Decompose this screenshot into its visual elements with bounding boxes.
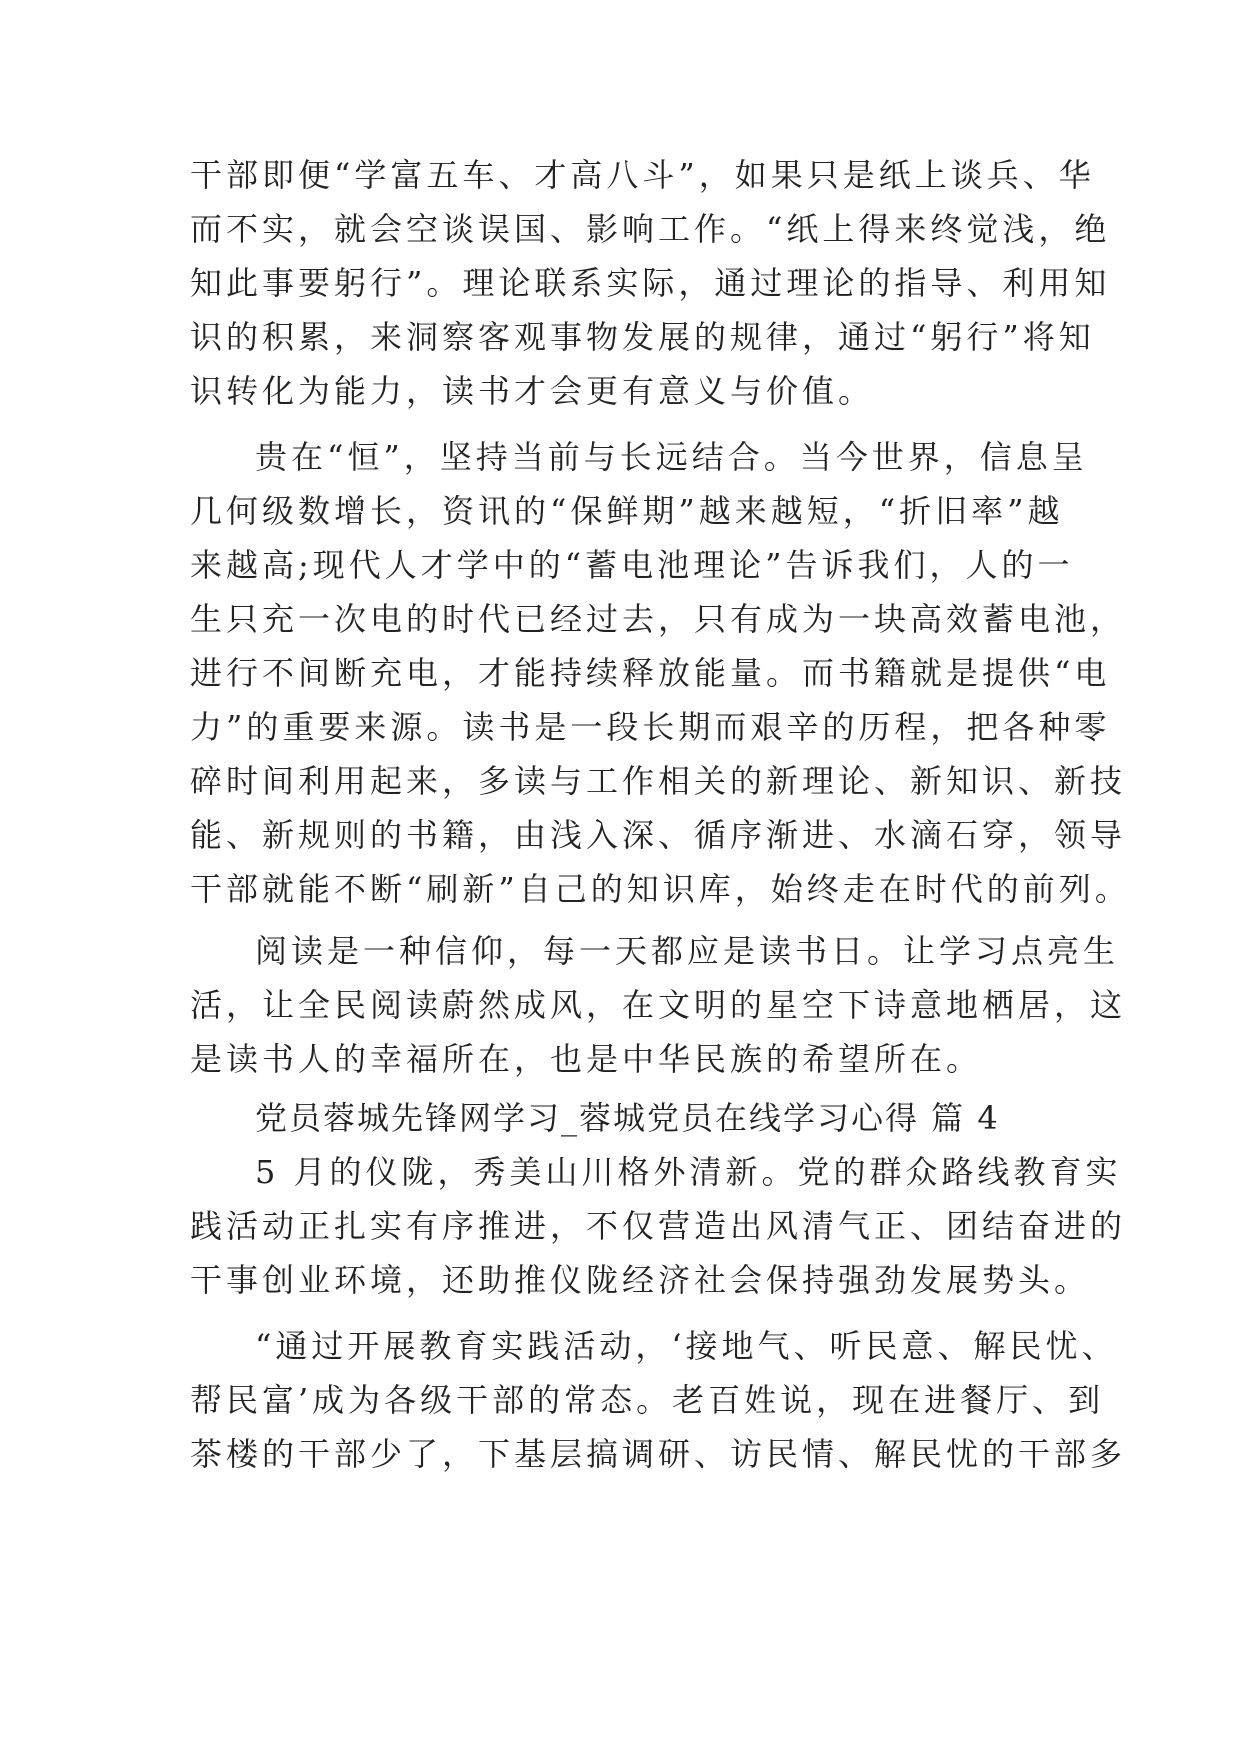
text-line: 干部即便“学富五车、才高八斗”，如果只是纸上谈兵、华 — [190, 156, 1095, 194]
text-line: 进行不间断充电，才能持续释放能量。而书籍就是提供“电 — [190, 654, 1111, 692]
text-line: 是读书人的幸福所在，也是中华民族的希望所在。 — [190, 1040, 983, 1078]
text-line: 阅读是一种信仰，每一天都应是读书日。让学习点亮生 — [255, 932, 1120, 970]
text-line: 生只充一次电的时代已经过去，只有成为一块高效蓄电池， — [190, 600, 1127, 638]
text-line: 践活动正扎实有序推进，不仅营造出风清气正、团结奋进的 — [190, 1207, 1127, 1245]
text-line: “通过开展教育实践活动，‘接地气、听民意、解民忧、 — [255, 1327, 1118, 1365]
text-line: 碎时间利用起来，多读与工作相关的新理论、新知识、新技 — [190, 762, 1127, 800]
text-line: 干事创业环境，还助推仪陇经济社会保持强劲发展势头。 — [190, 1261, 1091, 1299]
text-line: 知此事要躬行”。理论联系实际，通过理论的指导、利用知 — [190, 264, 1111, 302]
text-line: 活，让全民阅读蔚然成风，在文明的星空下诗意地栖居，这 — [190, 986, 1127, 1024]
text-line: 帮民富’成为各级干部的常态。老百姓说，现在进餐厅、到 — [190, 1381, 1105, 1419]
text-line: 茶楼的干部少了，下基层搞调研、访民情、解民忧的干部多 — [190, 1435, 1127, 1473]
text-line: 干部就能不断“刷新”自己的知识库，始终走在时代的前列。 — [190, 870, 1131, 908]
text-line: 来越高;现代人才学中的“蓄电池理论”告诉我们，人的一 — [190, 546, 1074, 584]
text-line: 贵在“恒”，坚持当前与长远结合。当今世界，信息呈 — [255, 438, 1088, 476]
section-heading: 党员蓉城先锋网学习_蓉城党员在线学习心得 篇 4 — [255, 1099, 1000, 1137]
text-line: 几何级数增长，资讯的“保鲜期”越来越短，“折旧率”越 — [190, 492, 1064, 530]
text-line: 识的积累，来洞察客观事物发展的规律，通过“躬行”将知 — [190, 318, 1095, 356]
text-line: 力”的重要来源。读书是一段长期而艰辛的历程，把各种零 — [190, 708, 1111, 746]
text-line: 5 月的仪陇，秀美山川格外清新。党的群众路线教育实 — [255, 1153, 1122, 1191]
text-line: 能、新规则的书籍，由浅入深、循序渐进、水滴石穿，领导 — [190, 816, 1127, 854]
text-line: 而不实，就会空谈误国、影响工作。“纸上得来终觉浅，绝 — [190, 210, 1111, 248]
text-line: 识转化为能力，读书才会更有意义与价值。 — [190, 372, 875, 410]
